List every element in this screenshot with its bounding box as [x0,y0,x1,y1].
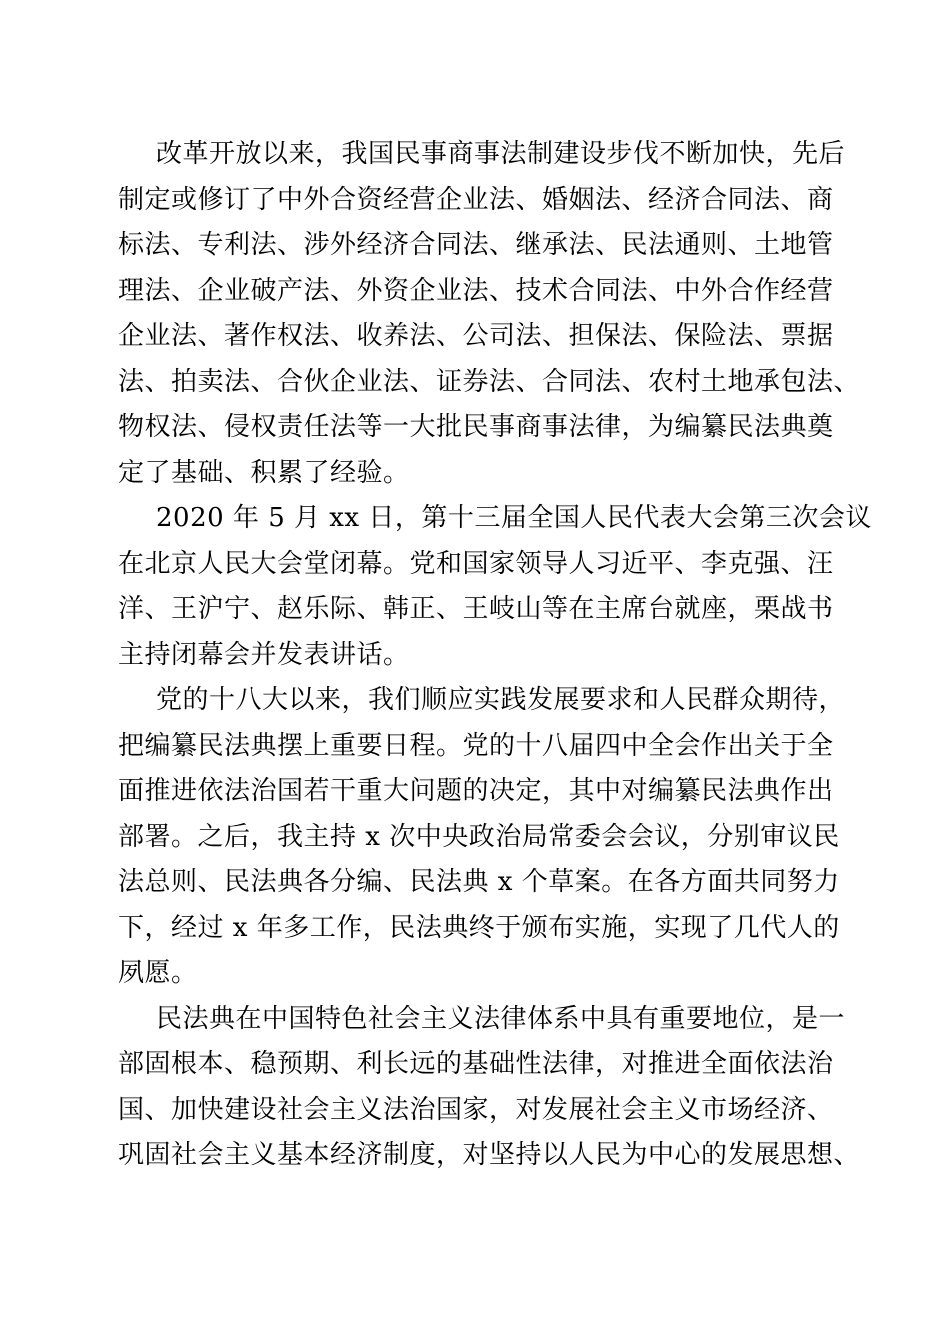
text-line: 法总则、民法典各分编、民法典 x 个草案。在各方面共同努力 [118,867,840,897]
paragraph-civil-commercial-laws [118,132,861,496]
text-line: 定了基础、积累了经验。 [118,457,410,488]
text-line: 物权法、侵权责任法等一大批民事商事法律，为编纂民法典奠 [118,412,834,442]
text-line: 夙愿。 [118,958,198,988]
text-line: 2020 年 5 月 xx 日，第十三届全国人民代表大会第三次会议 [156,503,872,533]
text-line: 部固根本、稳预期、利长远的基础性法律，对推进全面依法治 [118,1049,834,1079]
text-line: 在北京人民大会堂闭幕。党和国家领导人习近平、李克强、汪 [118,548,834,579]
paragraph-civil-code-compilation [118,678,846,997]
text-line: 企业法、著作权法、收养法、公司法、担保法、保险法、票据 [118,321,834,351]
paragraph-civil-code-importance [118,997,861,1179]
paragraph-congress-closing [118,496,872,678]
text-line: 法、拍卖法、合伙企业法、证券法、合同法、农村土地承包法、 [118,366,861,397]
text-line: 洋、王沪宁、赵乐际、韩正、王岐山等在主席台就座，栗战书 [118,594,834,624]
text-line: 民法典在中国特色社会主义法律体系中具有重要地位，是一 [156,1003,846,1034]
text-line: 部署。之后，我主持 x 次中央政治局常委会会议，分别审议民 [118,821,840,852]
document-body [118,132,872,1179]
text-line: 制定或修订了中外合资经营企业法、婚姻法、经济合同法、商 [118,184,834,215]
text-line: 理法、企业破产法、外资企业法、技术合同法、中外合作经营 [118,275,834,306]
text-line: 巩固社会主义基本经济制度，对坚持以人民为中心的发展思想、 [118,1140,861,1170]
text-line: 标法、专利法、涉外经济合同法、继承法、民法通则、土地管 [118,230,834,260]
text-line: 改革开放以来，我国民事商事法制建设步伐不断加快，先后 [156,139,846,169]
text-line: 面推进依法治国若干重大问题的决定，其中对编纂民法典作出 [118,776,834,806]
text-line: 下，经过 x 年多工作，民法典终于颁布实施，实现了几代人的 [118,912,840,943]
text-line: 主持闭幕会并发表讲话。 [118,639,410,670]
text-line: 国、加快建设社会主义法治国家，对发展社会主义市场经济、 [118,1094,834,1125]
text-line: 把编纂民法典摆上重要日程。党的十八届四中全会作出关于全 [118,730,834,761]
text-line: 党的十八大以来，我们顺应实践发展要求和人民群众期待， [156,685,846,715]
